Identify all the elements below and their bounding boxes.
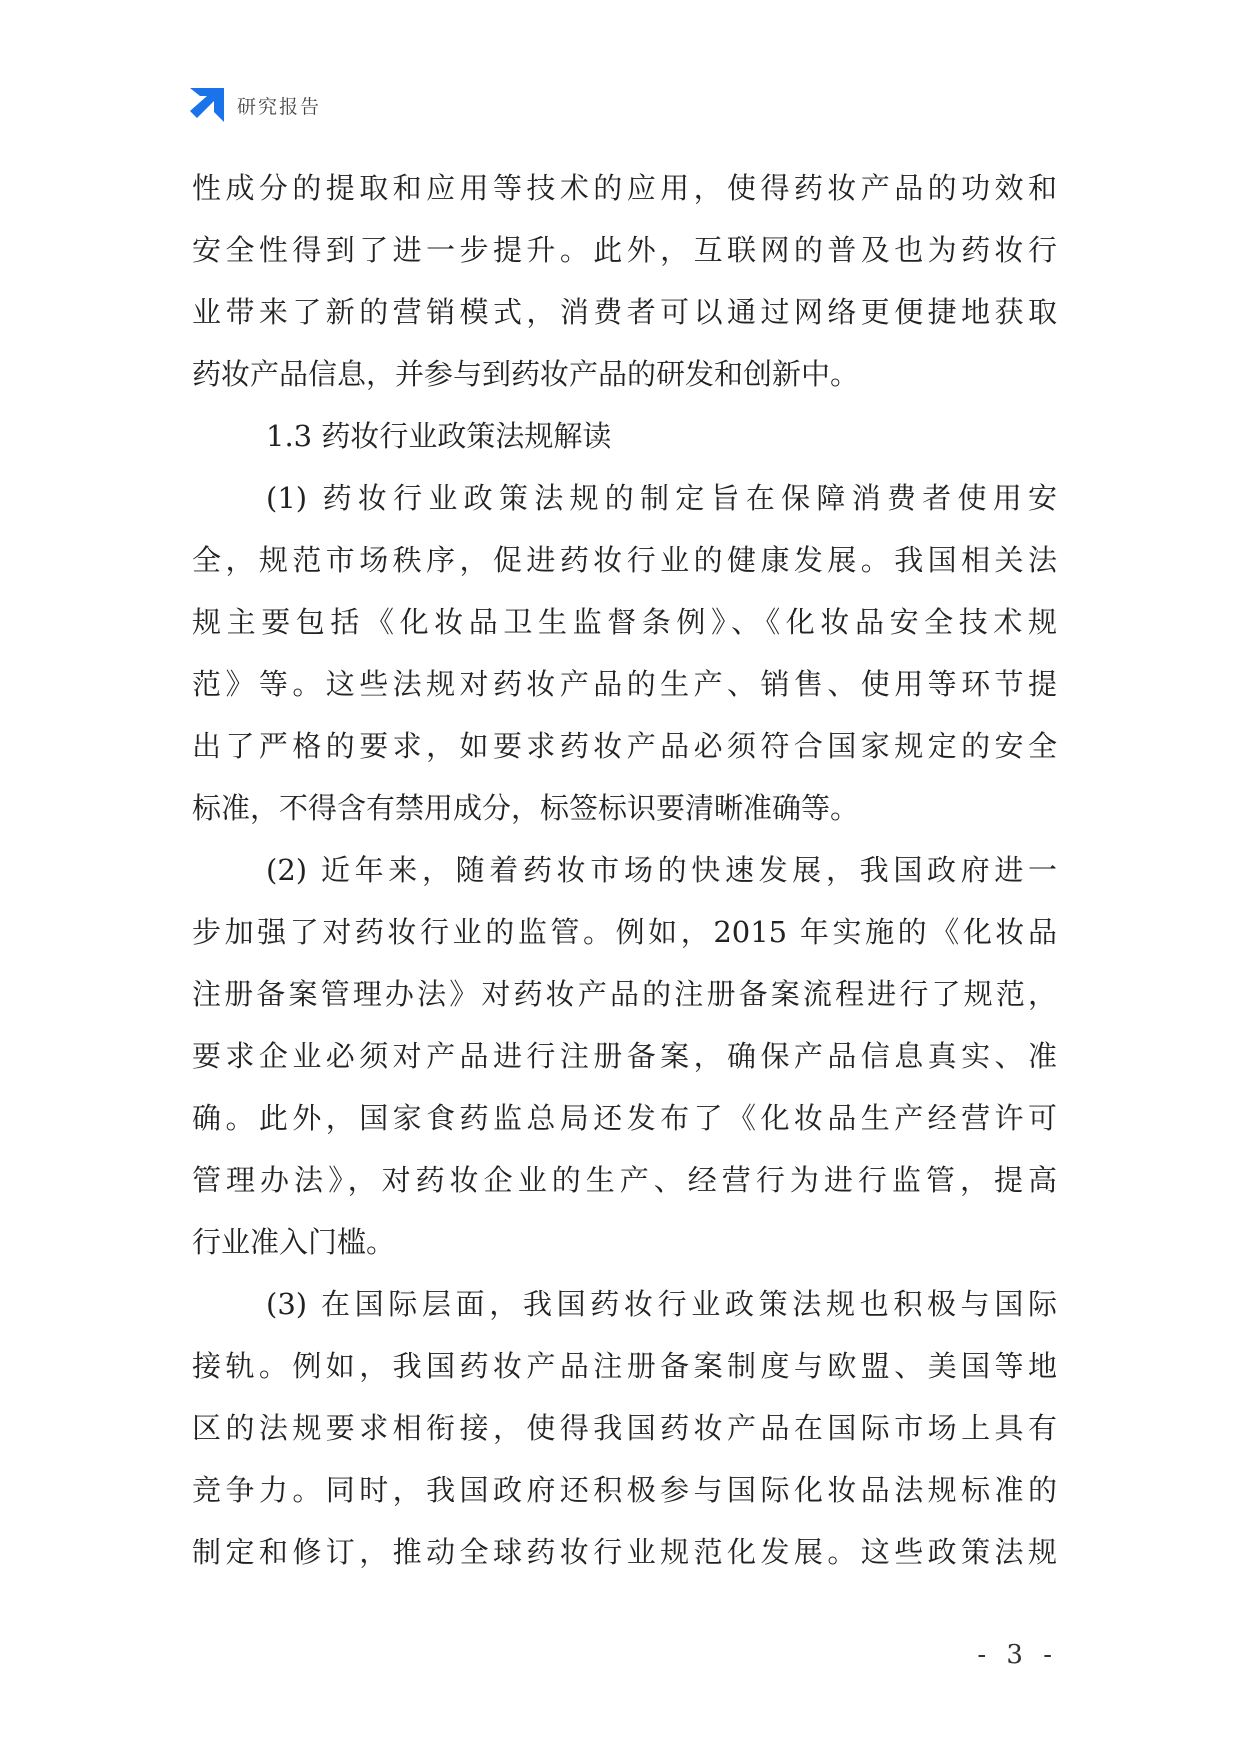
body-text-line: 接轨。例如，我国药妆产品注册备案制度与欧盟、美国等地 xyxy=(192,1349,1057,1383)
body-text-line: 规主要包括《化妆品卫生监督条例》、《化妆品安全技术规 xyxy=(192,605,1057,639)
body-text-line: 性成分的提取和应用等技术的应用，使得药妆产品的功效和 xyxy=(192,171,1057,205)
page-number: - 3 - xyxy=(977,1640,1058,1670)
body-text-line: 要求企业必须对产品进行注册备案，确保产品信息真实、准 xyxy=(192,1039,1057,1073)
page-header xyxy=(190,88,321,122)
body-text-line: 确。此外，国家食药监总局还发布了《化妆品生产经营许可 xyxy=(192,1101,1057,1135)
body-text-line: 竞争力。同时，我国政府还积极参与国际化妆品法规标准的 xyxy=(192,1473,1057,1507)
body-text-line: 出了严格的要求，如要求药妆产品必须符合国家规定的安全 xyxy=(192,729,1057,763)
body-text-line: (2) 近年来，随着药妆市场的快速发展，我国政府进一 xyxy=(266,853,1057,887)
body-text-line: 药妆产品信息，并参与到药妆产品的研发和创新中。 xyxy=(192,357,860,391)
body-text-line: 行业准入门槛。 xyxy=(192,1225,396,1259)
body-text-line: (1) 药妆行业政策法规的制定旨在保障消费者使用安 xyxy=(266,481,1057,515)
body-text-line: 范》等。这些法规对药妆产品的生产、销售、使用等环节提 xyxy=(192,667,1057,701)
section-heading: 1.3 药妆行业政策法规解读 xyxy=(266,419,612,453)
document-body xyxy=(192,157,1057,1583)
body-text-line: 标准，不得含有禁用成分，标签标识要清晰准确等。 xyxy=(192,791,860,825)
header-label: 研究报告 xyxy=(237,95,322,118)
body-text-line: (3) 在国际层面，我国药妆行业政策法规也积极与国际 xyxy=(266,1287,1057,1321)
body-text-line: 注册备案管理办法》对药妆产品的注册备案流程进行了规范， xyxy=(192,977,1057,1011)
arrow-up-right-logo-icon xyxy=(190,88,224,122)
body-text-line: 制定和修订，推动全球药妆行业规范化发展。这些政策法规 xyxy=(192,1535,1057,1569)
body-text-line: 步加强了对药妆行业的监管。例如，2015 年实施的《化妆品 xyxy=(192,915,1057,949)
body-text-line: 区的法规要求相衔接，使得我国药妆产品在国际市场上具有 xyxy=(192,1411,1057,1445)
body-text-line: 安全性得到了进一步提升。此外，互联网的普及也为药妆行 xyxy=(192,233,1057,267)
body-text-line: 业带来了新的营销模式，消费者可以通过网络更便捷地获取 xyxy=(192,295,1057,329)
body-text-line: 管理办法》，对药妆企业的生产、经营行为进行监管，提高 xyxy=(192,1163,1057,1197)
body-text-line: 全，规范市场秩序，促进药妆行业的健康发展。我国相关法 xyxy=(192,543,1057,577)
